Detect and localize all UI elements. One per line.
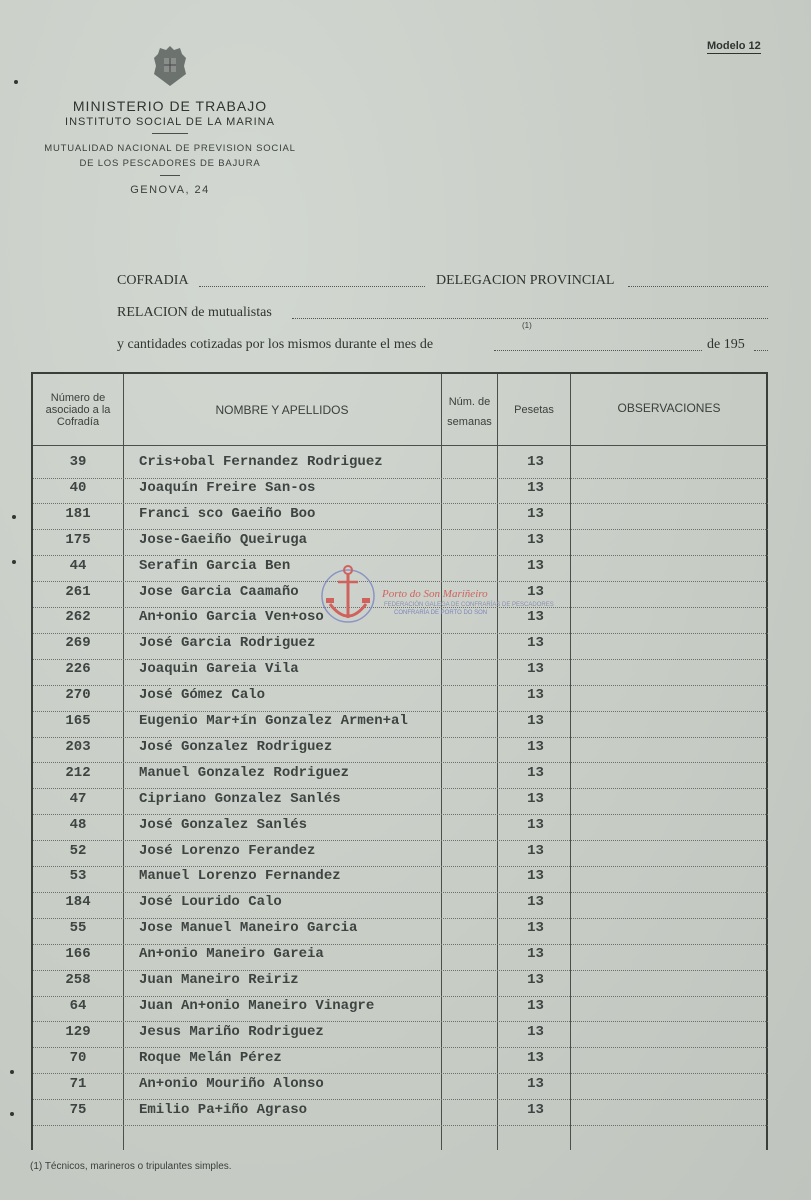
associate-number: 40	[69, 479, 87, 496]
pesetas-cell: 13	[527, 790, 544, 807]
member-name: Roque Melán Pérez	[139, 1049, 282, 1066]
month-field[interactable]	[494, 350, 702, 351]
col-header-name: NOMBRE Y APELLIDOS	[215, 403, 349, 417]
associate-number: 55	[69, 920, 87, 937]
cofradia-label: COFRADIA	[117, 273, 189, 288]
mutual-line2: DE LOS PESCADORES DE BAJURA	[79, 158, 261, 169]
table-row	[33, 1074, 768, 1101]
member-name: Juan Maneiro Reiriz	[139, 972, 299, 988]
table-row	[33, 970, 768, 997]
header-divider-2	[160, 175, 180, 176]
binder-mark	[14, 80, 18, 84]
table-row	[33, 1048, 768, 1075]
member-name: Franci sco Gaeiño Boo	[139, 505, 316, 522]
pesetas-cell: 13	[527, 1023, 544, 1040]
member-name: José Gonzalez Sanlés	[139, 816, 308, 833]
associate-number: 165	[65, 713, 91, 729]
associate-number: 129	[65, 1023, 91, 1040]
table-row	[33, 996, 768, 1023]
col-header-observaciones: OBSERVACIONES	[617, 401, 721, 415]
institute-title: INSTITUTO SOCIAL DE LA MARINA	[65, 116, 275, 128]
stamp-line1: FEDERACIÓN GALEGA DE CONFRARÍAS DE PESCADORES	[384, 602, 554, 608]
member-name: Cris+obal Fernandez Rodriguez	[139, 454, 383, 470]
stamp-line2: CONFRARÍA DE PORTO DO SON	[394, 610, 488, 616]
pesetas-cell: 13	[527, 868, 544, 885]
pesetas-cell: 13	[527, 997, 544, 1014]
table-row	[33, 685, 768, 712]
pesetas-cell: 13	[527, 609, 544, 626]
pesetas-cell: 13	[527, 505, 544, 522]
associate-number: 212	[65, 764, 91, 781]
header-separator	[33, 445, 768, 446]
associate-number: 258	[65, 972, 91, 988]
associate-number: 175	[65, 531, 91, 548]
member-name: Jesus Mariño Rodriguez	[139, 1023, 324, 1040]
member-name: Joaquin Gareia Vila	[139, 661, 299, 678]
pesetas-cell: 13	[527, 479, 544, 496]
member-name: José Gonzalez Rodriguez	[139, 738, 333, 755]
note-ref: (1)	[522, 321, 532, 330]
table-row	[33, 789, 768, 816]
associate-number: 47	[69, 790, 87, 807]
associate-number: 48	[69, 816, 87, 833]
table-row	[33, 659, 768, 686]
associate-number: 262	[65, 609, 91, 626]
associate-number: 184	[65, 894, 91, 911]
table-row	[33, 633, 768, 660]
table-row	[33, 478, 768, 505]
binder-mark	[12, 560, 16, 564]
associate-number: 270	[65, 687, 91, 704]
member-name: Cipriano Gonzalez Sanlés	[139, 790, 341, 807]
anchor-stamp-icon	[318, 558, 378, 638]
pesetas-cell: 13	[527, 738, 544, 755]
table-row	[33, 841, 768, 868]
year-field[interactable]	[754, 350, 768, 351]
member-name: An+onio Mouriño Alonso	[139, 1075, 324, 1092]
associate-number: 75	[69, 1101, 87, 1118]
pesetas-cell: 13	[527, 687, 544, 704]
relacion-rest: de mutualistas	[191, 305, 272, 320]
col-header-pesetas: Pesetas	[514, 404, 554, 416]
associate-number: 226	[65, 661, 91, 678]
member-name: Serafin Garcia Ben	[139, 557, 291, 574]
associate-number: 53	[69, 868, 87, 885]
table-row	[33, 711, 768, 738]
col-header-num: Número de asociado a la Cofradía	[45, 392, 111, 428]
member-name: Manuel Lorenzo Fernandez	[139, 868, 341, 885]
table-row	[33, 944, 768, 971]
address: GENOVA, 24	[130, 184, 210, 196]
relacion-label: RELACION	[117, 305, 188, 320]
associate-number: 64	[69, 997, 87, 1014]
pesetas-cell: 13	[527, 842, 544, 859]
pesetas-cell: 13	[527, 764, 544, 781]
member-name: Eugenio Mar+ín Gonzalez Armen+al	[139, 713, 408, 729]
table-row	[33, 918, 768, 945]
table-row	[33, 892, 768, 919]
coat-of-arms-icon	[152, 44, 188, 88]
mutual-line1: MUTUALIDAD NACIONAL DE PREVISION SOCIAL	[44, 143, 296, 154]
table-row	[33, 504, 768, 531]
associate-number: 203	[65, 738, 91, 755]
member-name: José Lourido Calo	[139, 894, 282, 911]
pesetas-cell: 13	[527, 1101, 544, 1118]
pesetas-cell: 13	[527, 557, 544, 574]
binder-mark	[10, 1070, 14, 1074]
member-name: Juan An+onio Maneiro Vinagre	[139, 997, 375, 1014]
pesetas-cell: 13	[527, 635, 544, 652]
table-row	[33, 556, 768, 583]
pesetas-cell: 13	[527, 661, 544, 678]
table-row	[33, 452, 768, 479]
member-name: Joaquín Freire San-os	[139, 479, 316, 496]
associate-number: 44	[69, 557, 87, 574]
associate-number: 181	[65, 505, 91, 522]
delegacion-label: DELEGACION PROVINCIAL	[436, 273, 615, 288]
footnote: (1) Técnicos, marineros o tripulantes simples.	[30, 1161, 232, 1172]
member-name: José Gómez Calo	[139, 687, 266, 704]
pesetas-cell: 13	[527, 894, 544, 911]
associate-number: 52	[69, 842, 87, 859]
ministry-title: MINISTERIO DE TRABAJO	[72, 98, 268, 114]
stamp-title: Porto do Son Mariñeiro	[382, 588, 488, 600]
pesetas-cell: 13	[527, 583, 544, 600]
pesetas-cell: 13	[527, 972, 544, 988]
pesetas-cell: 13	[527, 920, 544, 937]
associate-number: 261	[65, 583, 91, 600]
header-divider	[152, 133, 188, 134]
member-name: An+onio Garcia Ven+oso	[139, 609, 324, 626]
model-label: Modelo 12	[707, 40, 761, 52]
pesetas-cell: 13	[527, 454, 544, 470]
member-name: Jose Garcia Caamaño	[139, 583, 299, 600]
member-name: Jose-Gaeiño Queiruga	[139, 531, 308, 548]
table-row	[33, 866, 768, 893]
table-row	[33, 530, 768, 557]
pesetas-cell: 13	[527, 816, 544, 833]
delegacion-field[interactable]	[628, 286, 768, 287]
pesetas-cell: 13	[527, 946, 544, 963]
cofradia-field[interactable]	[199, 286, 425, 287]
table-row	[33, 815, 768, 842]
member-name: An+onio Maneiro Gareia	[139, 946, 324, 963]
binder-mark	[12, 515, 16, 519]
member-name: José Lorenzo Ferandez	[139, 842, 316, 859]
member-name: Jose Manuel Maneiro Garcia	[139, 920, 358, 937]
col-header-semanas: Núm. de semanas	[447, 396, 492, 428]
member-name: Emilio Pa+iño Agraso	[139, 1101, 308, 1118]
binder-mark	[10, 1112, 14, 1116]
table-row	[33, 1022, 768, 1049]
relacion-line	[117, 305, 272, 321]
associate-number: 269	[65, 635, 91, 652]
cantidades-label: y cantidades cotizadas por los mismos durante el mes de	[117, 337, 434, 352]
associate-number: 166	[65, 946, 91, 963]
relacion-field[interactable]	[292, 318, 768, 319]
pesetas-cell: 13	[527, 713, 544, 729]
table-row	[33, 1100, 768, 1127]
year-label: de 195	[707, 337, 745, 352]
table-row	[33, 737, 768, 764]
associate-number: 39	[69, 454, 87, 470]
member-name: Manuel Gonzalez Rodriguez	[139, 764, 350, 781]
table-row	[33, 763, 768, 790]
member-name: José Garcia Rodriguez	[139, 635, 316, 652]
associate-number: 71	[69, 1075, 87, 1092]
pesetas-cell: 13	[527, 1049, 544, 1066]
associate-number: 70	[69, 1049, 87, 1066]
pesetas-cell: 13	[527, 1075, 544, 1092]
pesetas-cell: 13	[527, 531, 544, 548]
